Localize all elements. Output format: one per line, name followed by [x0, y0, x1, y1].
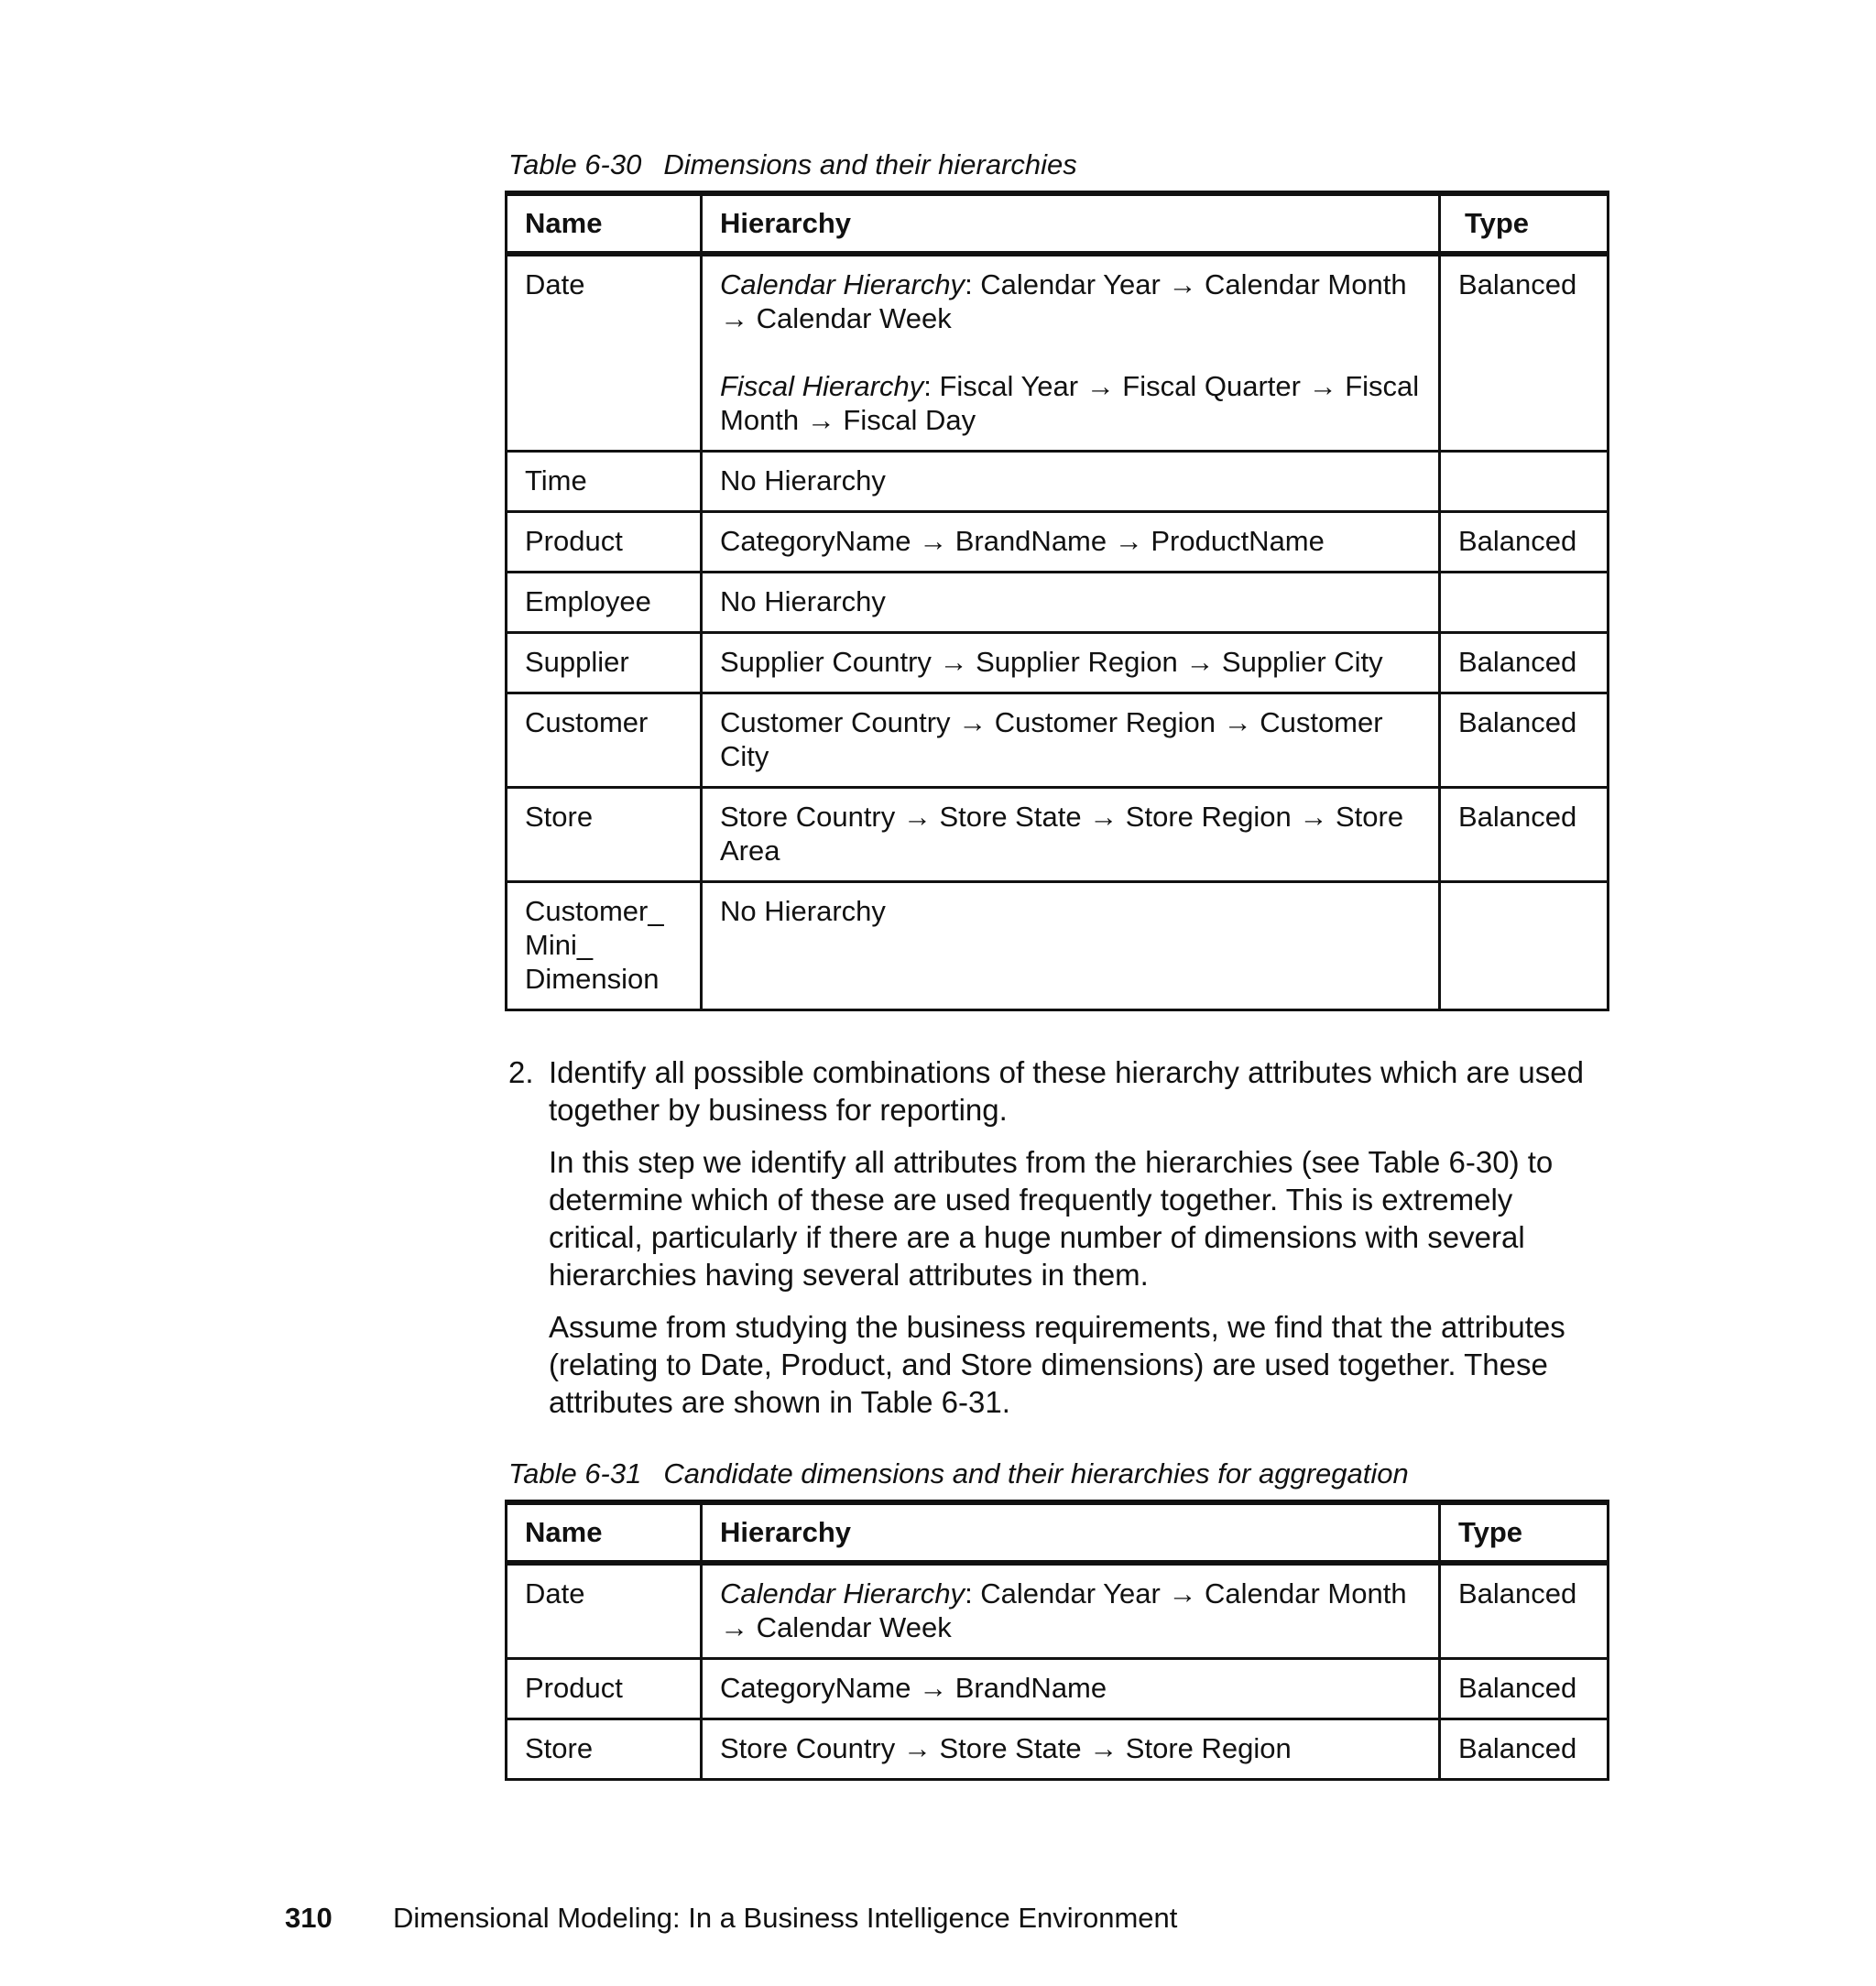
table-row [507, 882, 1609, 1010]
header-type: Type [1440, 1502, 1609, 1563]
cell-type [1440, 573, 1609, 633]
numbered-step [505, 1053, 1607, 1421]
hierarchy-path: : Calendar Year → Calendar Month → Calendar Week [720, 268, 1407, 334]
hierarchy-line [720, 1577, 1422, 1644]
cell-name [507, 882, 702, 1010]
table-row [507, 573, 1609, 633]
table-row [507, 1563, 1609, 1659]
header-name: Name [507, 1502, 702, 1563]
step-number: 2. [508, 1055, 534, 1089]
cell-type: Balanced [1440, 1659, 1609, 1719]
cell-name: Product [507, 512, 702, 573]
cell-hierarchy [702, 1563, 1440, 1659]
cell-name: Product [507, 1659, 702, 1719]
table-row [507, 693, 1609, 788]
page-content [505, 147, 1607, 1781]
step-paragraph: In this step we identify all attributes from the hierarchies (see Table 6-30) to determine which of these are used frequently together. This is extremely critical, particularly if there are a huge number of dimensions with several hierarchies having several attributes in them. [549, 1145, 1554, 1292]
cell-name: Customer [507, 693, 702, 788]
table-row [507, 788, 1609, 882]
cell-name: Date [507, 254, 702, 452]
cell-type: Balanced [1440, 1719, 1609, 1780]
cell-type: Balanced [1440, 254, 1609, 452]
cell-type [1440, 882, 1609, 1010]
cell-hierarchy: CategoryName → BrandName → ProductName [702, 512, 1440, 573]
table-header-row [507, 1502, 1609, 1563]
table-row [507, 452, 1609, 512]
hierarchy-name: Calendar Hierarchy [720, 1577, 965, 1610]
step-paragraph: Assume from studying the business requirements, we find that the attributes (relating to Date, Product, and Store dimensions) are used together. These attributes are shown in Table 6-31. [549, 1310, 1565, 1419]
cell-type [1440, 452, 1609, 512]
table-number: Table 6-30 [508, 148, 642, 180]
table-title: Candidate dimensions and their hierarchies for aggregation [663, 1457, 1409, 1490]
hierarchy-name: Calendar Hierarchy [720, 268, 965, 300]
step-lead [505, 1053, 1607, 1129]
page-number: 310 [285, 1902, 333, 1934]
cell-hierarchy [702, 254, 1440, 452]
cell-hierarchy: No Hierarchy [702, 452, 1440, 512]
book-title: Dimensional Modeling: In a Business Intelligence Environment [393, 1902, 1178, 1934]
cell-name: Supplier [507, 633, 702, 693]
cell-name: Employee [507, 573, 702, 633]
header-type: Type [1440, 193, 1609, 254]
cell-hierarchy: CategoryName → BrandName [702, 1659, 1440, 1719]
cell-type: Balanced [1440, 788, 1609, 882]
cell-name: Store [507, 1719, 702, 1780]
dimensions-hierarchies-table [505, 191, 1609, 1011]
cell-hierarchy: Store Country → Store State → Store Region [702, 1719, 1440, 1780]
table-row [507, 1659, 1609, 1719]
header-hierarchy: Hierarchy [702, 193, 1440, 254]
name-line: Dimension [525, 963, 660, 995]
name-line: Mini_ [525, 929, 594, 961]
table-row [507, 633, 1609, 693]
cell-hierarchy: Store Country → Store State → Store Region → Store Area [702, 788, 1440, 882]
cell-type: Balanced [1440, 1563, 1609, 1659]
table-row [507, 512, 1609, 573]
table-caption [508, 1456, 1607, 1492]
table-caption [508, 147, 1607, 183]
table-header-row [507, 193, 1609, 254]
header-name: Name [507, 193, 702, 254]
hierarchy-path: : Fiscal Year → Fiscal Quarter → Fiscal Month → Fiscal Day [720, 370, 1420, 436]
table-row [507, 254, 1609, 452]
header-hierarchy: Hierarchy [702, 1502, 1440, 1563]
table-row [507, 1719, 1609, 1780]
candidate-dimensions-table [505, 1500, 1609, 1781]
hierarchy-path: : Calendar Year → Calendar Month → Calendar Week [720, 1577, 1407, 1643]
cell-type: Balanced [1440, 512, 1609, 573]
name-line: Customer_ [525, 895, 664, 927]
hierarchy-line [720, 369, 1422, 437]
table-title: Dimensions and their hierarchies [663, 148, 1077, 180]
table-number: Table 6-31 [508, 1457, 642, 1490]
hierarchy-name: Fiscal Hierarchy [720, 370, 924, 402]
cell-type: Balanced [1440, 693, 1609, 788]
cell-type: Balanced [1440, 633, 1609, 693]
page-footer [285, 1900, 1177, 1937]
cell-name: Time [507, 452, 702, 512]
cell-hierarchy: Supplier Country → Supplier Region → Supplier City [702, 633, 1440, 693]
cell-name: Store [507, 788, 702, 882]
cell-hierarchy: Customer Country → Customer Region → Customer City [702, 693, 1440, 788]
cell-name: Date [507, 1563, 702, 1659]
cell-hierarchy: No Hierarchy [702, 882, 1440, 1010]
step-lead-text: Identify all possible combinations of these hierarchy attributes which are used together by business for reporting. [549, 1055, 1584, 1127]
hierarchy-line [720, 267, 1422, 335]
cell-hierarchy: No Hierarchy [702, 573, 1440, 633]
